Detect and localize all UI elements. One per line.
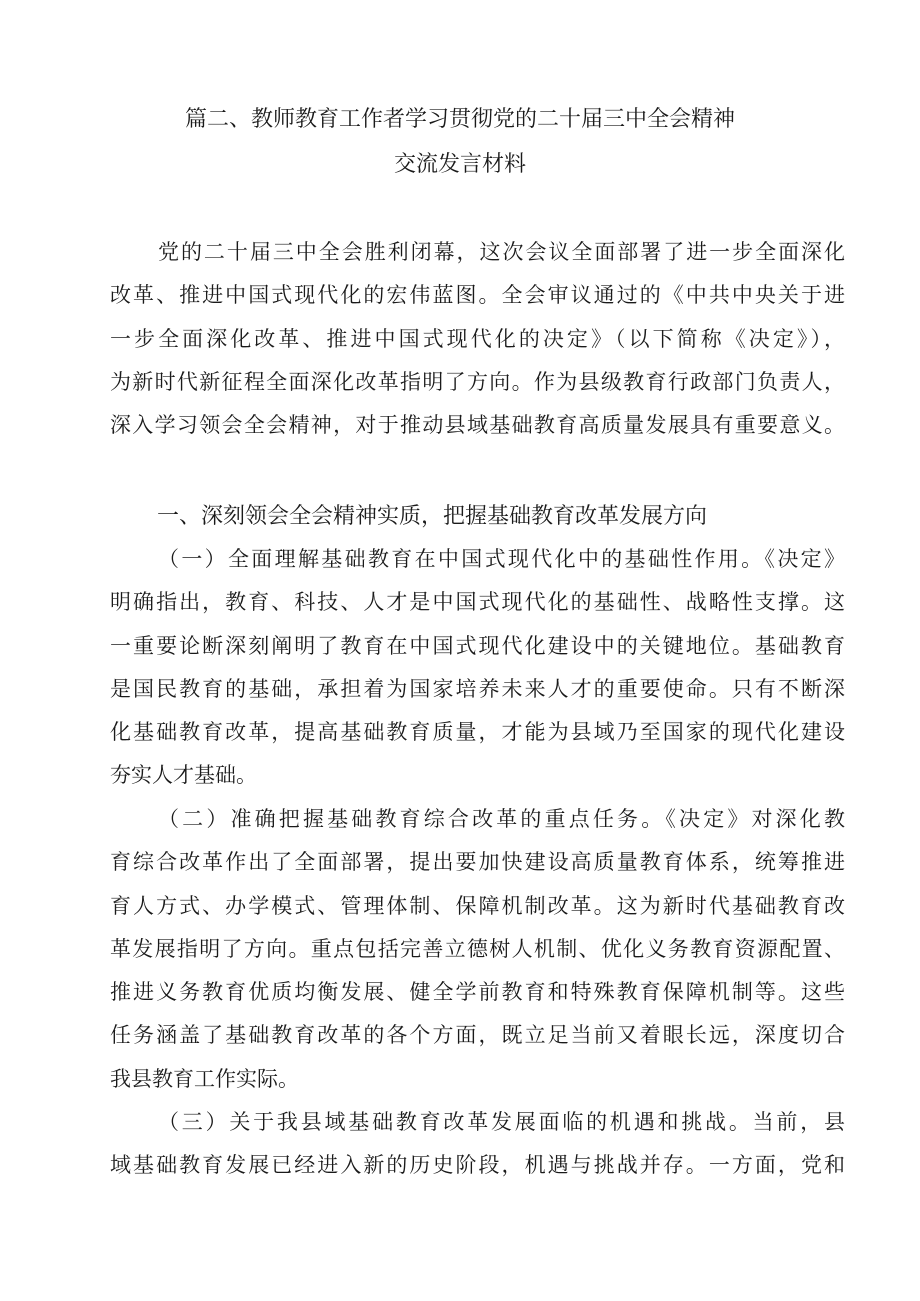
section1-heading: 一、深刻领会全会精神实质，把握基础教育改革发展方向 xyxy=(157,504,708,529)
section1-paragraph1 xyxy=(110,538,845,798)
paragraph-line: 育综合改革作出了全面部署，提出要加快建设高质量教育体系，统筹推进 xyxy=(110,850,845,875)
paragraph-line: 化基础教育改革，提高基础教育质量，才能为县域乃至国家的现代化建设 xyxy=(110,720,845,745)
intro-line: 改革、推进中国式现代化的宏伟蓝图。全会审议通过的《中共中央关于进 xyxy=(110,283,845,308)
paragraph-line: 任务涵盖了基础教育改革的各个方面，既立足当前又着眼长远，深度切合 xyxy=(110,1023,845,1048)
document-title-line1: 篇二、教师教育工作者学习贯彻党的二十届三中全会精神 xyxy=(184,107,735,132)
paragraph-line: （一）全面理解基础教育在中国式现代化中的基础性作用。《决定》 xyxy=(158,547,845,571)
intro-line: 党的二十届三中全会胜利闭幕，这次会议全面部署了进一步全面深化 xyxy=(158,240,845,264)
section1-paragraph3 xyxy=(110,1101,845,1188)
paragraph-line: 我县教育工作实际。 xyxy=(110,1066,299,1091)
paragraph-line: （三）关于我县域基础教育改革发展面临的机遇和挑战。当前，县 xyxy=(158,1110,845,1134)
paragraph-line: 夯实人才基础。 xyxy=(110,763,257,788)
intro-line: 为新时代新征程全面深化改革指明了方向。作为县级教育行政部门负责人， xyxy=(110,369,845,394)
paragraph-line: 一重要论断深刻阐明了教育在中国式现代化建设中的关键地位。基础教育 xyxy=(110,633,845,658)
paragraph-line: 是国民教育的基础，承担着为国家培养未来人才的重要使命。只有不断深 xyxy=(110,676,845,701)
paragraph-line: 推进义务教育优质均衡发展、健全学前教育和特殊教育保障机制等。这些 xyxy=(110,980,845,1005)
intro-paragraph xyxy=(110,231,845,447)
paragraph-line: （二）准确把握基础教育综合改革的重点任务。《决定》对深化教 xyxy=(158,807,845,831)
intro-line: 一步全面深化改革、推进中国式现代化的决定》（以下简称《决定》）， xyxy=(110,326,845,351)
paragraph-line: 育人方式、办学模式、管理体制、保障机制改革。这为新时代基础教育改 xyxy=(110,893,845,918)
intro-line: 深入学习领会全会精神，对于推动县域基础教育高质量发展具有重要意义。 xyxy=(110,413,845,438)
section1-paragraph2 xyxy=(110,798,845,1101)
document-title-line2: 交流发言材料 xyxy=(393,152,526,177)
paragraph-line: 革发展指明了方向。重点包括完善立德树人机制、优化义务教育资源配置、 xyxy=(110,936,845,961)
paragraph-line: 明确指出，教育、科技、人才是中国式现代化的基础性、战略性支撑。这 xyxy=(110,590,845,615)
paragraph-line: 域基础教育发展已经进入新的历史阶段，机遇与挑战并存。一方面，党和 xyxy=(110,1153,845,1178)
